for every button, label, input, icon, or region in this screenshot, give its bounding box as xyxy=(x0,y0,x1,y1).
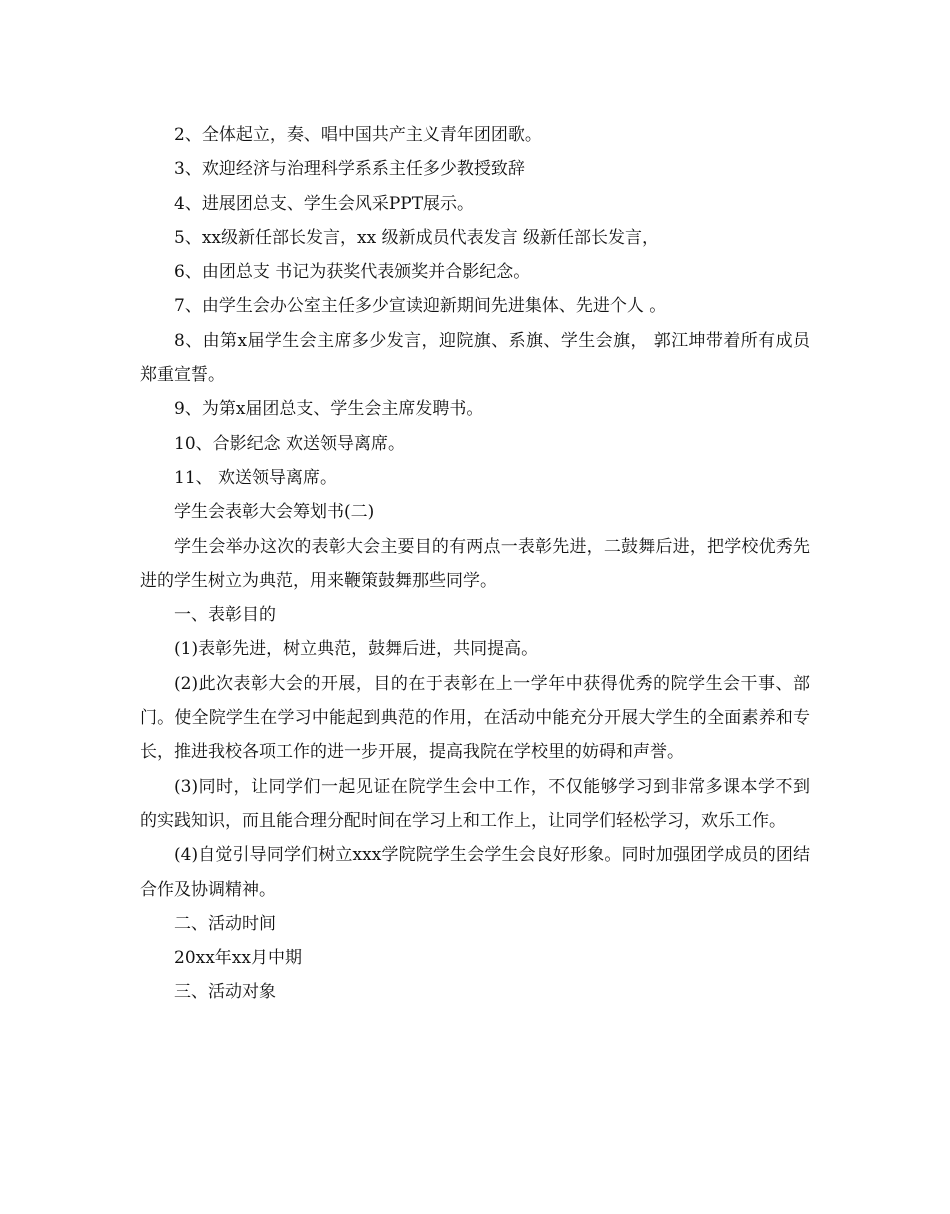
paragraph-item-2: 2、全体起立，奏、唱中国共产主义青年团团歌。 xyxy=(174,125,542,145)
paragraph-intro: 学生会举办这次的表彰大会主要目的有两点一表彰先进，二鼓舞后进，把学校优秀先进的学生树立为典范，用来鞭策鼓舞那些同学。 xyxy=(140,536,810,591)
paragraph-item-4: 4、进展团总支、学生会风采PPT展示。 xyxy=(174,193,475,214)
paragraph-item-6: 6、由团总支 书记为获奖代表颁奖并合影纪念。 xyxy=(174,262,531,283)
paragraph-item-8: 8、由第x届学生会主席多少发言，迎院旗、系旗、学生会旗， 郭江坤带着所有成员郑重宣誓。 xyxy=(140,330,810,386)
paragraph-item-9: 9、为第x届团总支、学生会主席发聘书。 xyxy=(174,399,484,420)
paragraph-item-5: 5、xx级新任部长发言，xx 级新成员代表发言 级新任部长发言， xyxy=(174,227,659,248)
document-page xyxy=(140,118,810,1010)
paragraph-purpose-2: (2)此次表彰大会的开展，目的在于表彰在上一学年中获得优秀的院学生会干事、部门。使全院学生在学习中能起到典范的作用，在活动中能充分开展大学生的全面素养和专长，推进我校各项工作的进一步开展，提高我院在学校里的妨碍和声誉。 xyxy=(140,673,810,763)
paragraph-purpose-1: (1)表彰先进，树立典范，鼓舞后进，共同提高。 xyxy=(174,639,539,660)
paragraph-time-value: 20xx年xx月中期 xyxy=(174,948,302,969)
paragraph-item-10: 10、合影纪念 欢送领导离席。 xyxy=(174,433,406,454)
paragraph-item-11: 11、 欢送领导离席。 xyxy=(174,467,338,488)
paragraph-item-3: 3、欢迎经济与治理科学系系主任多少教授致辞 xyxy=(174,159,525,180)
section-heading-audience: 三、活动对象 xyxy=(174,982,276,1003)
paragraph-purpose-3: (3)同时，让同学们一起见证在院学生会中工作，不仅能够学习到非常多课本学不到的实践知识，而且能合理分配时间在学习上和工作上，让同学们轻松学习，欢乐工作。 xyxy=(140,776,810,831)
section-heading-purpose: 一、表彰目的 xyxy=(174,605,276,626)
section-heading-plan-two: 学生会表彰大会筹划书(二) xyxy=(174,502,375,523)
paragraph-purpose-4: (4)自觉引导同学们树立xxx学院院学生会学生会良好形象。同时加强团学成员的团结合作及协调精神。 xyxy=(140,845,810,900)
paragraph-item-7: 7、由学生会办公室主任多少宣读迎新期间先进集体、先进个人 。 xyxy=(174,296,667,317)
section-heading-time: 二、活动时间 xyxy=(174,913,276,934)
